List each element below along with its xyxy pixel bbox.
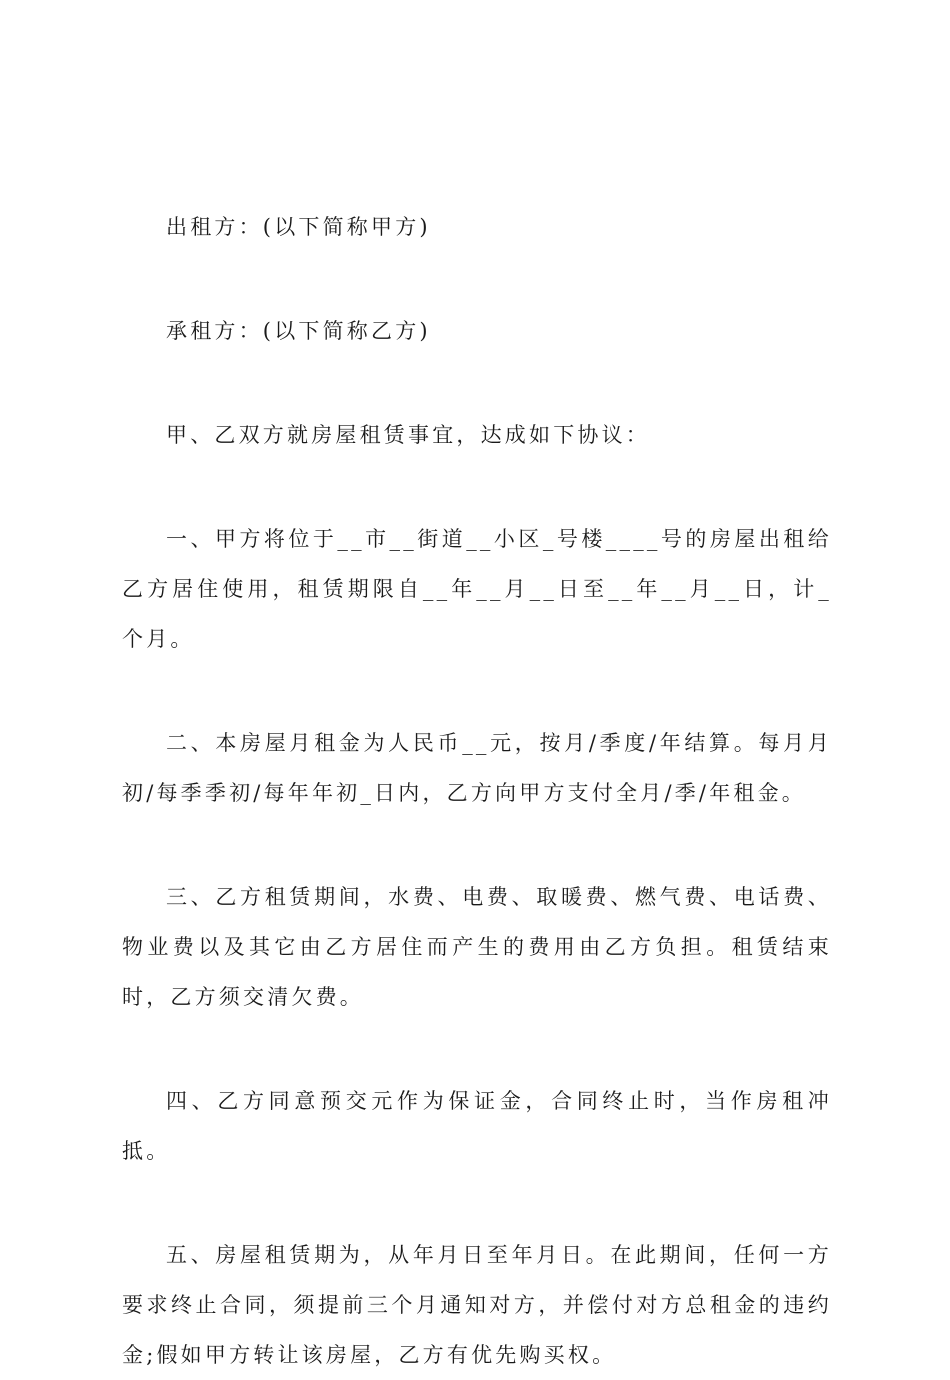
lessor-line: 出租方：(以下简称甲方): [166, 215, 431, 239]
lessee-line: 承租方：(以下简称乙方): [166, 319, 431, 343]
clause-1: 一、甲方将位于__市__街道__小区_号楼____号的房屋出租给乙方居住使用，租赁期限自__年__月__日至__年__月__日，计_个月。: [122, 527, 832, 651]
clause-3: 三、乙方租赁期间，水费、电费、取暖费、燃气费、电话费、物业费以及其它由乙方居住而产生的费用由乙方负担。租赁结束时，乙方须交清欠费。: [122, 885, 832, 1009]
clause-5: 五、房屋租赁期为，从年月日至年月日。在此期间，任何一方要求终止合同，须提前三个月通知对方，并偿付对方总租金的违约金;假如甲方转让该房屋，乙方有优先购买权。: [122, 1243, 832, 1367]
agreement-intro: 甲、乙双方就房屋租赁事宜，达成如下协议：: [166, 423, 650, 447]
clause-4: 四、乙方同意预交元作为保证金，合同终止时，当作房租冲抵。: [122, 1089, 832, 1163]
clause-2: 二、本房屋月租金为人民币__元，按月/季度/年结算。每月月初/每季季初/每年年初_日内，乙方向甲方支付全月/季/年租金。: [122, 731, 832, 805]
contract-body: [122, 202, 832, 1380]
